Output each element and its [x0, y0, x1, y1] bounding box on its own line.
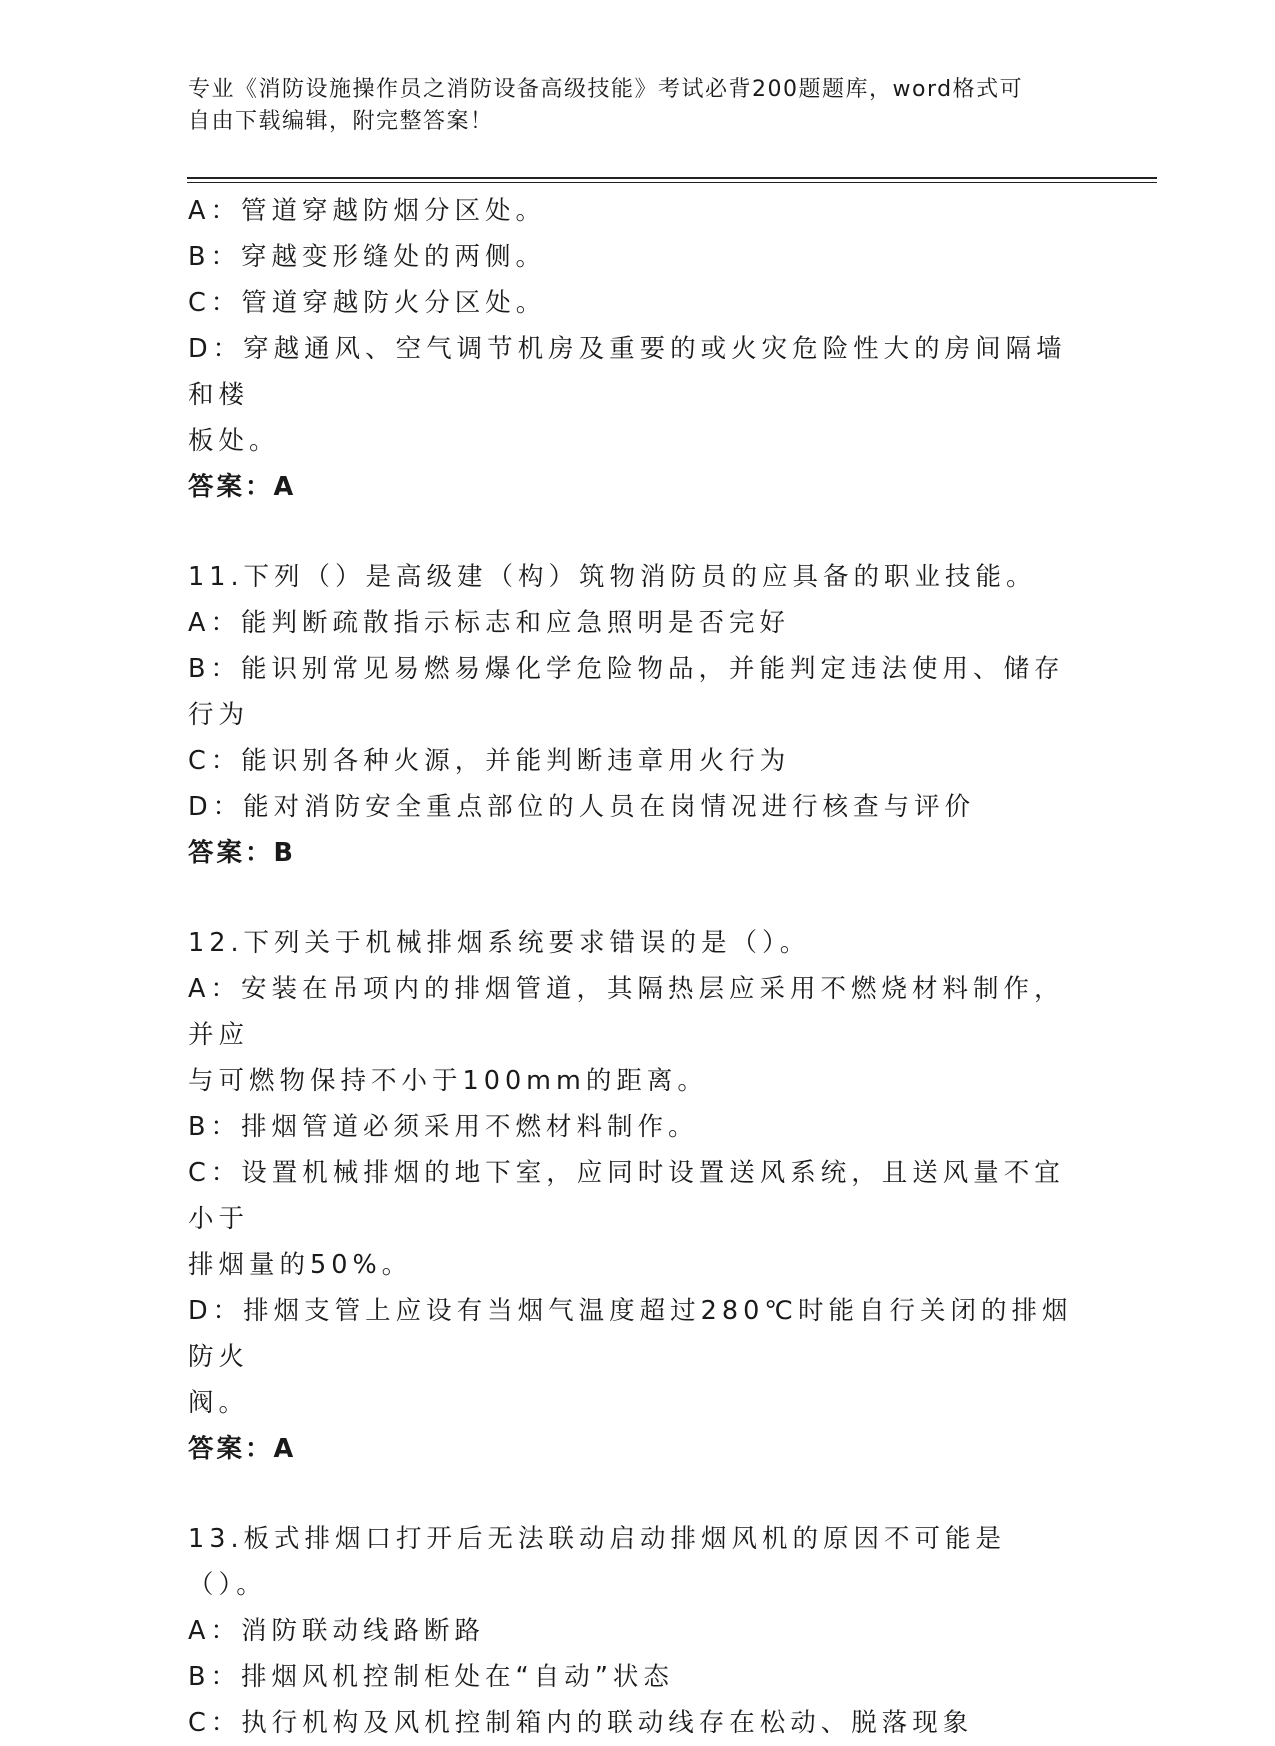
header-title-line-2: 自由下载编辑，附完整答案！	[188, 109, 494, 134]
question-12	[188, 920, 1078, 1472]
q12-option-c-line-1: C：设置机械排烟的地下室，应同时设置送风系统，且送风量不宜小于	[188, 1158, 1065, 1234]
q10-option-d-line-2: 板处。	[188, 426, 280, 456]
q10-option-d-line-1: D：穿越通风、空气调节机房及重要的或火灾危险性大的房间隔墙和楼	[188, 334, 1067, 410]
spacer	[188, 876, 1078, 920]
header-divider-thin	[187, 182, 1157, 183]
q12-option-b: B：排烟管道必须采用不燃材料制作。	[188, 1112, 699, 1142]
q11-answer: 答案：B	[188, 838, 296, 868]
q13-option-a: A：消防联动线路断路	[188, 1616, 485, 1646]
q13-option-b: B：排烟风机控制柜处在“自动”状态	[188, 1662, 674, 1692]
q12-option-d-line-1: D：排烟支管上应设有当烟气温度超过280℃时能自行关闭的排烟防火	[188, 1296, 1073, 1372]
q12-option-d-line-2: 阀。	[188, 1388, 250, 1418]
q11-option-c: C：能识别各种火源，并能判断违章用火行为	[188, 746, 791, 776]
q13-option-c: C：执行机构及风机控制箱内的联动线存在松动、脱落现象	[188, 1708, 974, 1738]
q11-question: 11.下列（）是高级建（构）筑物消防员的应具备的职业技能。	[188, 562, 1037, 592]
q11-option-a: A：能判断疏散指示标志和应急照明是否完好	[188, 608, 790, 638]
q12-option-a-line-2: 与可燃物保持不小于100mm的距离。	[188, 1066, 708, 1096]
question-13	[188, 1516, 1078, 1746]
spacer	[188, 510, 1078, 554]
document-body	[188, 188, 1078, 1746]
q12-option-a-line-1: A：安装在吊项内的排烟管道，其隔热层应采用不燃烧材料制作，并应	[188, 974, 1065, 1050]
header-title-line-1: 专业《消防设施操作员之消防设备高级技能》考试必背200题题库，word格式可	[188, 77, 1024, 102]
q10-option-b: B：穿越变形缝处的两侧。	[188, 242, 546, 272]
spacer	[188, 1472, 1078, 1516]
q12-option-c-line-2: 排烟量的50%。	[188, 1250, 413, 1280]
q11-option-b: B：能识别常见易燃易爆化学危险物品，并能判定违法使用、储存行为	[188, 654, 1065, 730]
q12-answer: 答案：A	[188, 1434, 297, 1464]
q10-answer: 答案：A	[188, 472, 297, 502]
q12-question: 12.下列关于机械排烟系统要求错误的是（）。	[188, 928, 811, 958]
page-header	[188, 74, 1078, 138]
q10-option-a: A：管道穿越防烟分区处。	[188, 196, 546, 226]
q10-option-c: C：管道穿越防火分区处。	[188, 288, 547, 318]
q13-question: 13.板式排烟口打开后无法联动启动排烟风机的原因不可能是（）。	[188, 1524, 1007, 1600]
question-11	[188, 554, 1078, 876]
header-divider-thick	[187, 177, 1157, 179]
q11-option-d: D：能对消防安全重点部位的人员在岗情况进行核查与评价	[188, 792, 976, 822]
question-10-tail	[188, 188, 1078, 510]
